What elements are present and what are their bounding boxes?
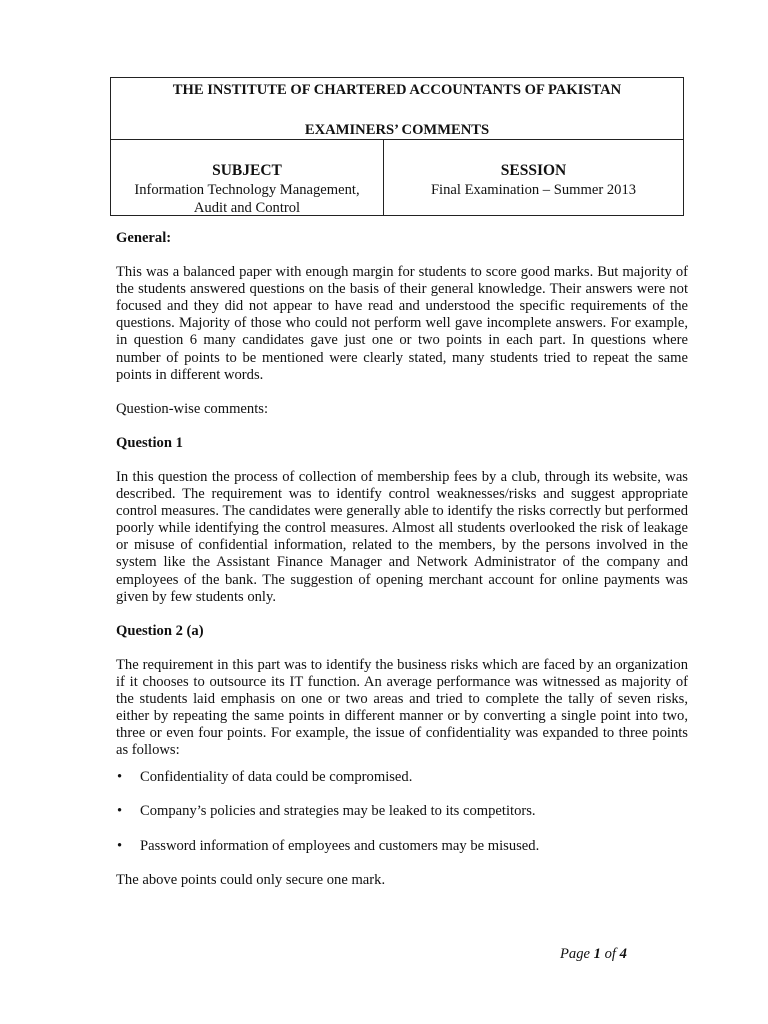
institute-name: THE INSTITUTE OF CHARTERED ACCOUNTANTS OF PAKISTAN bbox=[172, 82, 622, 98]
page-current: 1 bbox=[593, 946, 601, 962]
session-cell bbox=[384, 140, 683, 215]
page-word: Page bbox=[560, 946, 590, 962]
question-2a-paragraph: The requirement in this part was to identify the business risks which are faced by an organization if it chooses to outsource its IT function. An average performance was witnessed as majority of the students laid emphasis on one or two areas and tried to complete the tally of seven risks, either by repeating the same points in different manner or by converting a single point into two, three or even four points. For example, the issue of confidentiality was expanded to three points as follows: bbox=[116, 656, 688, 759]
bullet-text: Confidentiality of data could be compromised. bbox=[140, 769, 413, 786]
list-item bbox=[116, 838, 688, 855]
question-1-heading: Question 1 bbox=[116, 434, 183, 451]
document-title: EXAMINERS’ COMMENTS bbox=[304, 122, 490, 138]
header-info-row bbox=[111, 140, 683, 215]
subject-label: SUBJECT bbox=[212, 162, 282, 179]
bullet-icon: • bbox=[117, 803, 123, 820]
list-item bbox=[116, 769, 688, 786]
bullet-icon: • bbox=[117, 837, 123, 854]
list-item bbox=[116, 803, 688, 820]
general-paragraph: This was a balanced paper with enough margin for students to score good marks. But majority of the students answered questions on the basis of their general knowledge. Their answers were not focused and they did not appear to have read and understood the specific requirements of the questions. Majority of those who could not perform well gave incomplete answers. For example, in question 6 many candidates gave just one or two points in each part. In questions where number of points to be mentioned were clearly stated, many students tried to repeat the same points in different words. bbox=[116, 264, 688, 383]
confidentiality-bullet-list bbox=[116, 769, 688, 854]
header-table bbox=[110, 77, 684, 216]
of-word: of bbox=[604, 946, 616, 962]
header-title-block bbox=[111, 78, 683, 140]
general-heading: General: bbox=[116, 230, 172, 246]
subject-cell bbox=[111, 140, 384, 215]
page-number bbox=[560, 946, 660, 963]
bullet-text: Company’s policies and strategies may be leaked to its competitors. bbox=[140, 803, 536, 820]
bullet-text: Password information of employees and customers may be misused. bbox=[140, 837, 540, 854]
session-label: SESSION bbox=[500, 162, 567, 179]
bullet-icon: • bbox=[117, 769, 123, 786]
document-body bbox=[116, 230, 688, 889]
subject-value: Information Technology Management, Audit and Control bbox=[134, 182, 360, 216]
question-2a-closing: The above points could only secure one mark. bbox=[116, 871, 386, 888]
question-1-paragraph: In this question the process of collection of membership fees by a club, through its website, was described. The requirement was to identify control weaknesses/risks and suggest appropriate control measures. The candidates were generally able to identify the risks correctly but performed poorly while identifying the control measures. Almost all students overlooked the risk of leakage or misuse of confidential information, related to the members, by the persons involved in the system like the Assistant Finance Manager and Network Administrator of the company and employees of the bank. The suggestion of opening merchant account for online payments was given by few students only. bbox=[116, 468, 688, 605]
page-total: 4 bbox=[619, 946, 627, 962]
question-2a-heading: Question 2 (a) bbox=[116, 622, 204, 639]
session-value: Final Examination – Summer 2013 bbox=[430, 182, 637, 198]
question-wise-label: Question-wise comments: bbox=[116, 400, 268, 417]
